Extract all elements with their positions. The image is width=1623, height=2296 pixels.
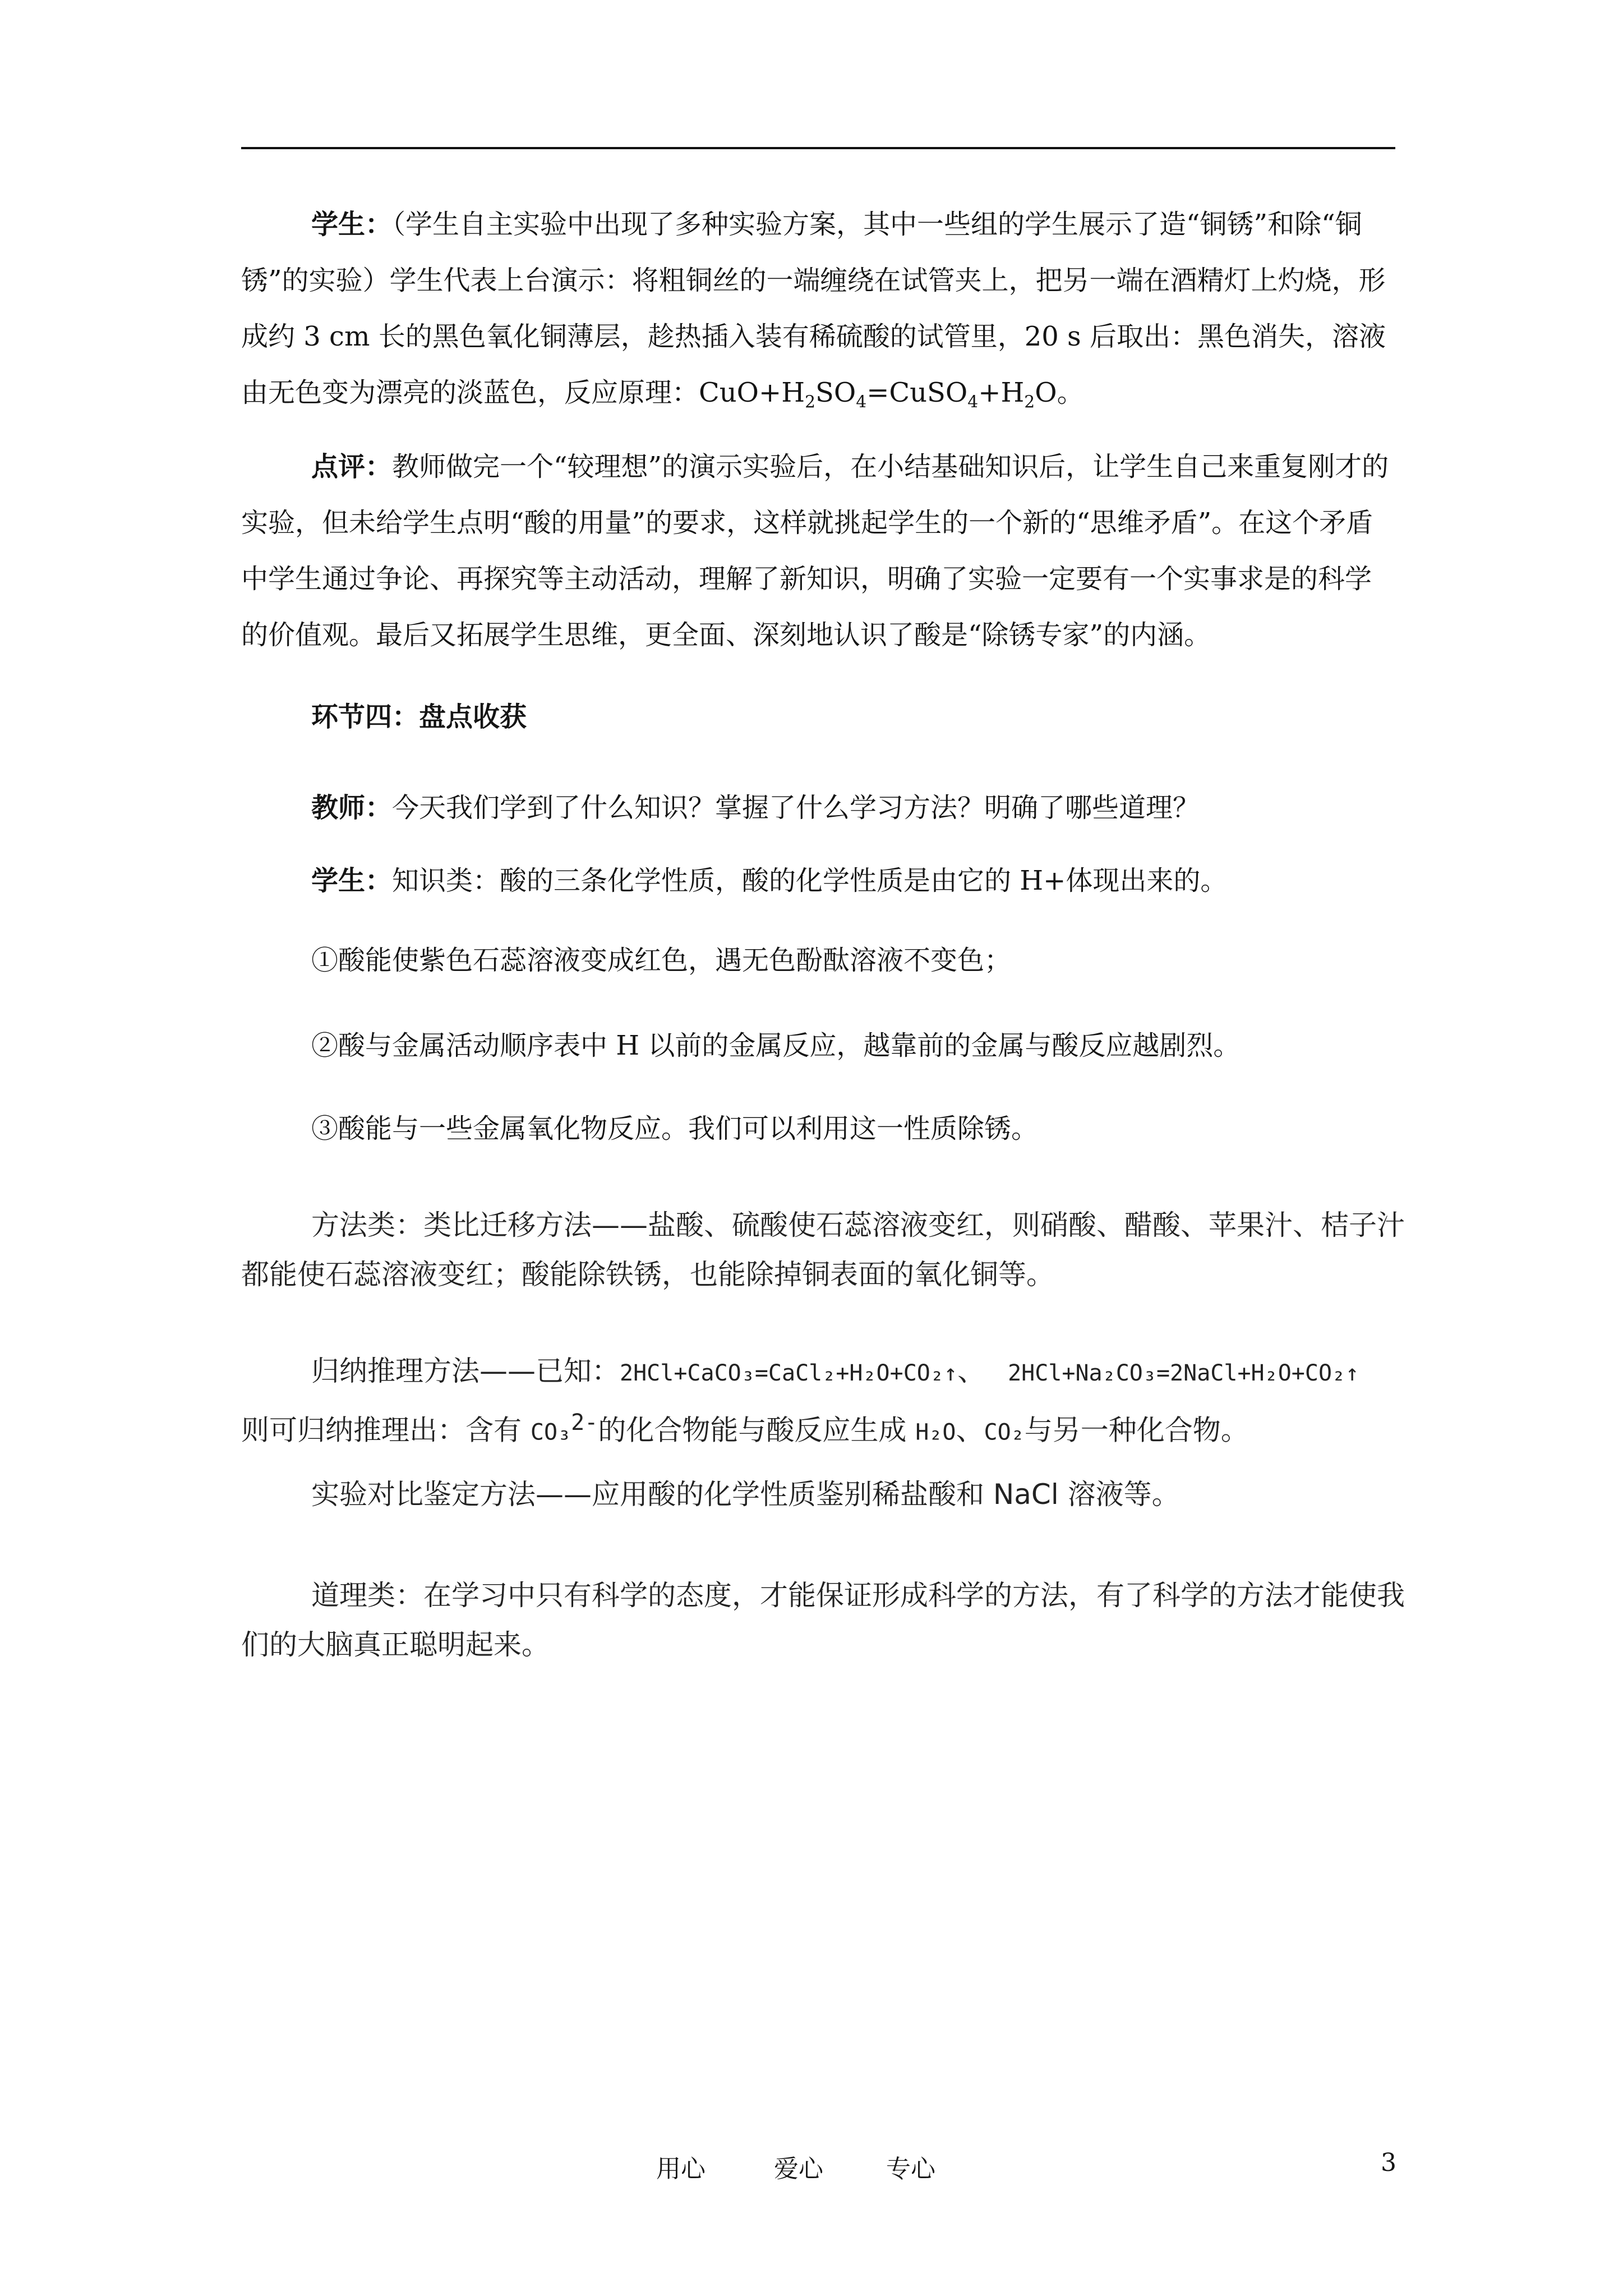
equation: 2HCl+CaCO₃=CaCl₂+H₂O+CO₂↑	[620, 1360, 958, 1386]
ion-charge: 2-	[571, 1410, 598, 1435]
method-analogy: 方法类：类比迁移方法——盐酸、硫酸使石蕊溶液变红，则硝酸、醋酸、苹果汁、桔子汁都能使石蕊溶液变红；酸能除铁锈，也能除掉铜表面的氧化铜等。	[241, 1209, 1405, 1291]
separator: 、	[957, 1355, 986, 1387]
subscript: 2	[805, 392, 816, 412]
student-answer	[311, 863, 1465, 899]
separator: 、	[956, 1414, 984, 1447]
section-heading: 环节四：盘点收获	[311, 701, 527, 733]
paragraph-text: 教师做完一个“较理想”的演示实验后，在小结基础知识后，让学生自己来重复刚才的实验，但未给学生点明“酸的用量”的要求，这样就挑起学生的一个新的“思维矛盾”。在这个矛盾中学生通过争论、再探究等主动活动，理解了新知识，明确了实验一定要有一个实事求是的科学的价值观。最后又拓展学生思维，更全面、深刻地认识了酸是“除锈专家”的内涵。	[241, 451, 1389, 651]
formula: CO₂	[984, 1419, 1025, 1446]
list-item: ①酸能使紫色石蕊溶液变成红色，遇无色酚酞溶液不变色；	[311, 945, 1012, 976]
subscript: 4	[967, 392, 979, 412]
speaker-label: 教师：	[311, 792, 393, 823]
speaker-label: 学生：	[311, 865, 393, 896]
method-label: 归纳推理方法——已知：	[311, 1355, 620, 1387]
list-item: ③酸能与一些金属氧化物反应。我们可以利用这一性质除锈。	[311, 1113, 1039, 1144]
text: 则可归纳推理出：含有	[241, 1414, 531, 1447]
formula-part: +H	[978, 377, 1025, 408]
paragraph-text: 今天我们学到了什么知识？掌握了什么学习方法？明确了哪些道理？	[392, 792, 1200, 823]
header-rule	[241, 147, 1395, 149]
paragraph-text: 知识类：酸的三条化学性质，酸的化学性质是由它的 H+体现出来的。	[392, 865, 1228, 896]
reason-paragraph: 道理类：在学习中只有科学的态度，才能保证形成科学的方法，有了科学的方法才能使我们的大脑真正聪明起来。	[241, 1579, 1405, 1661]
formula-part: =CuSO	[866, 377, 968, 408]
method-induction	[241, 1346, 1408, 1457]
ion-formula: CO₃	[530, 1419, 571, 1446]
method-comparison: 实验对比鉴定方法——应用酸的化学性质鉴别稀盐酸和 NaCl 溶液等。	[311, 1478, 1180, 1511]
footer-text: 爱心	[774, 2155, 823, 2183]
text: 与另一种化合物。	[1024, 1414, 1249, 1447]
list-item: ②酸与金属活动顺序表中 H 以前的金属反应，越靠前的金属与酸反应越剧烈。	[311, 1030, 1241, 1061]
paragraph-text: （学生自主实验中出现了多种实验方案，其中一些组的学生展示了造“铜锈”和除“铜锈”的实验）学生代表上台演示：将粗铜丝的一端缠绕在试管夹上，把另一端在酒精灯上灼烧，形成约 3 cm 长的黑色氧化铜薄层，趁热插入装有稀硫酸的试管里，20 s 后取出：黑色消失，溶液由无色变为漂亮的淡蓝色，反应原理：CuO+H	[241, 209, 1386, 408]
teacher-question	[311, 790, 1465, 826]
footer-text: 专心	[886, 2155, 935, 2183]
paragraph-student-demo	[241, 196, 1395, 431]
paragraph-comment	[241, 439, 1395, 663]
method-induction-line1	[241, 1346, 1408, 1398]
speaker-label: 学生：	[311, 209, 393, 240]
text: 的化合物能与酸反应生成	[598, 1414, 916, 1447]
formula: H₂O	[915, 1419, 956, 1446]
footer-text: 用心	[656, 2155, 706, 2183]
formula-part: O。	[1035, 377, 1084, 408]
equation: 2HCl+Na₂CO₃=2NaCl+H₂O+CO₂↑	[1008, 1360, 1359, 1386]
page-number: 3	[1381, 2148, 1396, 2177]
subscript: 2	[1024, 392, 1035, 412]
method-induction-line2	[241, 1398, 1408, 1457]
comment-label: 点评：	[311, 451, 393, 482]
subscript: 4	[856, 392, 867, 412]
formula-part: SO	[815, 377, 856, 408]
